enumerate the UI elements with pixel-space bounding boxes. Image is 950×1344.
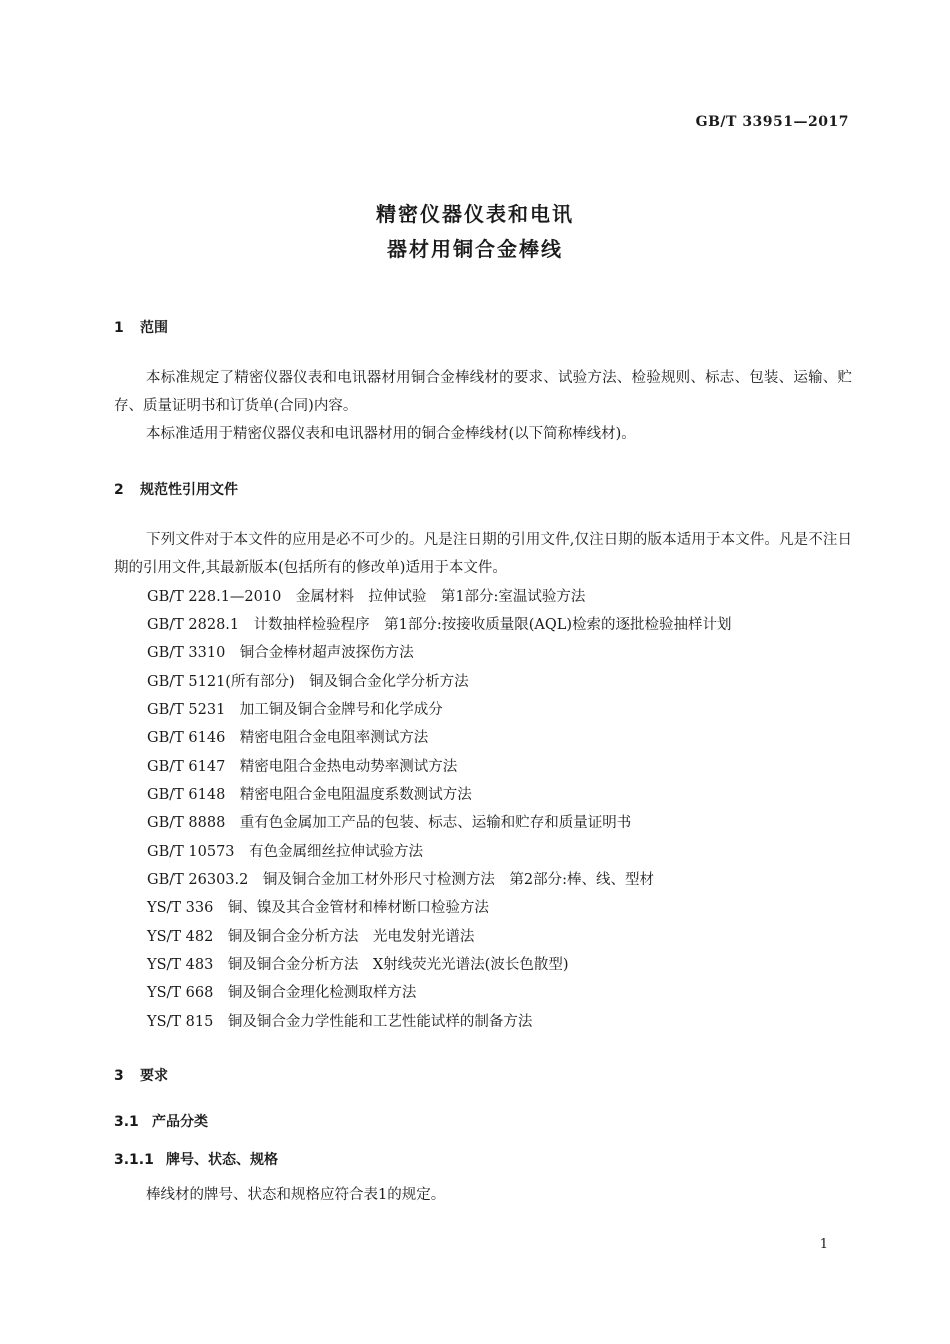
reference-item: YS/T 483 铜及铜合金分析方法 X射线荧光光谱法(波长色散型) [147, 957, 569, 973]
reference-item: YS/T 482 铜及铜合金分析方法 光电发射光谱法 [147, 929, 475, 945]
reference-item: GB/T 6146 精密电阻合金电阻率测试方法 [147, 730, 429, 746]
reference-item: GB/T 5231 加工铜及铜合金牌号和化学成分 [147, 702, 443, 718]
section-number: 2 [114, 482, 124, 498]
subsection-3-1-heading [114, 1111, 208, 1131]
paragraph: 下列文件对于本文件的应用是必不可少的。凡是注日期的引用文件,仅注日期的版本适用于本文件。凡是不注日期的引用文件,其最新版本(包括所有的修改单)适用于本文件。 [114, 532, 852, 576]
section-number: 3 [114, 1068, 124, 1084]
reference-item: YS/T 668 铜及铜合金理化检测取样方法 [147, 985, 417, 1001]
subsection-number: 3.1 [114, 1114, 139, 1130]
paragraph: 棒线材的牌号、状态和规格应符合表1的规定。 [146, 1187, 446, 1203]
subsection-title: 牌号、状态、规格 [166, 1152, 278, 1168]
subsection-3-1-1-heading [114, 1149, 278, 1169]
reference-item: GB/T 26303.2 铜及铜合金加工材外形尺寸检测方法 第2部分:棒、线、型材 [147, 872, 654, 888]
subsection-title: 产品分类 [152, 1114, 208, 1130]
section-number: 1 [114, 320, 124, 336]
section-title: 要求 [140, 1068, 168, 1084]
section-title: 范围 [140, 320, 168, 336]
reference-item: YS/T 815 铜及铜合金力学性能和工艺性能试样的制备方法 [147, 1014, 533, 1030]
section-3-heading [114, 1065, 168, 1085]
section-1-heading [114, 317, 168, 337]
section-title: 规范性引用文件 [140, 482, 238, 498]
reference-item: GB/T 2828.1 计数抽样检验程序 第1部分:按接收质量限(AQL)检索的逐批检验抽样计划 [147, 617, 732, 633]
reference-item: YS/T 336 铜、镍及其合金管材和棒材断口检验方法 [147, 900, 489, 916]
reference-item: GB/T 228.1—2010 金属材料 拉伸试验 第1部分:室温试验方法 [147, 589, 586, 605]
subsection-number: 3.1.1 [114, 1152, 154, 1168]
reference-item: GB/T 10573 有色金属细丝拉伸试验方法 [147, 844, 424, 860]
standard-code: GB/T 33951—2017 [695, 114, 849, 130]
title-line-2: 器材用铜合金棒线 [387, 237, 563, 261]
reference-item: GB/T 6148 精密电阻合金电阻温度系数测试方法 [147, 787, 472, 803]
paragraph: 本标准规定了精密仪器仪表和电讯器材用铜合金棒线材的要求、试验方法、检验规则、标志、包装、运输、贮存、质量证明书和订货单(合同)内容。 [114, 370, 852, 414]
reference-item: GB/T 8888 重有色金属加工产品的包装、标志、运输和贮存和质量证明书 [147, 815, 632, 831]
page-number: 1 [819, 1237, 828, 1252]
reference-item: GB/T 3310 铜合金棒材超声波探伤方法 [147, 645, 414, 661]
title-line-1: 精密仪器仪表和电讯 [376, 202, 574, 226]
reference-item: GB/T 5121(所有部分) 铜及铜合金化学分析方法 [147, 674, 469, 690]
section-2-heading [114, 479, 238, 499]
paragraph: 本标准适用于精密仪器仪表和电讯器材用的铜合金棒线材(以下简称棒线材)。 [146, 426, 636, 442]
reference-item: GB/T 6147 精密电阻合金热电动势率测试方法 [147, 759, 458, 775]
